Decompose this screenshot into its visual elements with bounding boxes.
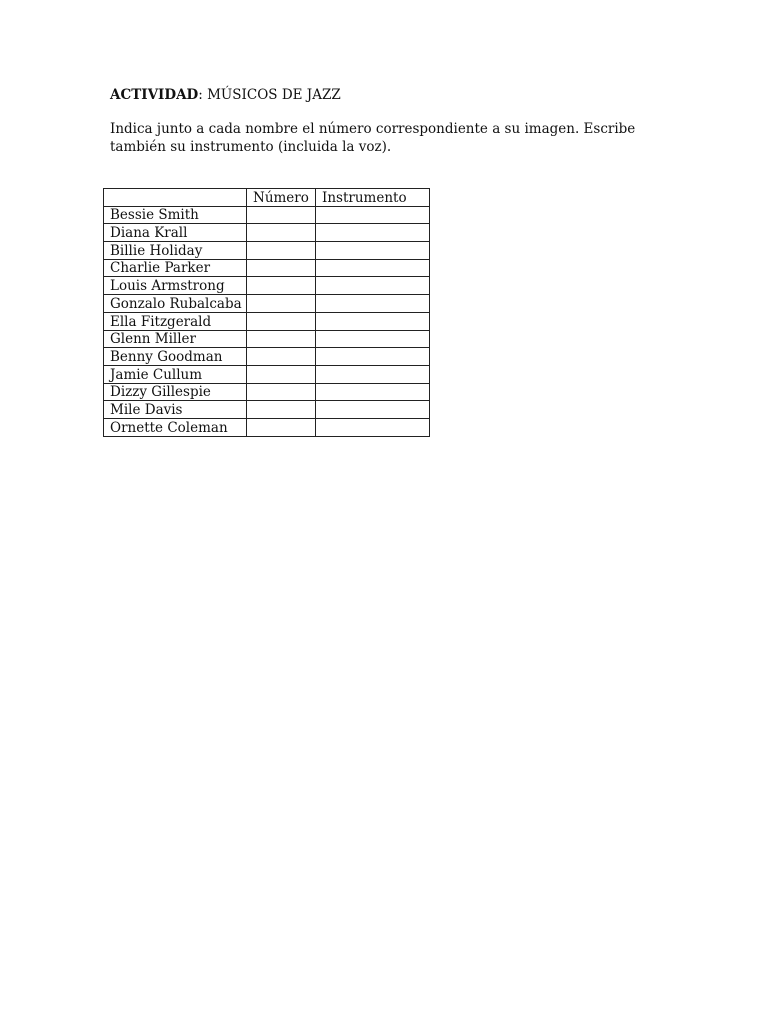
numero-cell[interactable] bbox=[247, 224, 316, 242]
musician-name-cell: Charlie Parker bbox=[104, 259, 247, 277]
musician-name-cell: Ella Fitzgerald bbox=[104, 312, 247, 330]
table-row bbox=[104, 401, 430, 419]
instrumento-cell[interactable] bbox=[316, 242, 430, 260]
instrumento-cell[interactable] bbox=[316, 401, 430, 419]
musician-name-cell: Dizzy Gillespie bbox=[104, 383, 247, 401]
instruction-line-2: también su instrumento (incluida la voz). bbox=[110, 138, 392, 155]
instrumento-cell[interactable] bbox=[316, 312, 430, 330]
numero-cell[interactable] bbox=[247, 383, 316, 401]
header-cell-instrumento: Instrumento bbox=[316, 189, 430, 207]
table-header-row bbox=[104, 189, 430, 207]
instrumento-cell[interactable] bbox=[316, 330, 430, 348]
musician-name-cell: Billie Holiday bbox=[104, 242, 247, 260]
title-rest: : MÚSICOS DE JAZZ bbox=[198, 87, 341, 103]
table-row bbox=[104, 242, 430, 260]
table-row bbox=[104, 295, 430, 313]
page-title bbox=[110, 86, 341, 104]
numero-cell[interactable] bbox=[247, 348, 316, 366]
instructions-paragraph bbox=[110, 121, 650, 156]
musicians-table bbox=[103, 188, 430, 437]
numero-cell[interactable] bbox=[247, 418, 316, 436]
instrumento-cell[interactable] bbox=[316, 348, 430, 366]
instrumento-cell[interactable] bbox=[316, 206, 430, 224]
header-cell-name bbox=[104, 189, 247, 207]
table-row bbox=[104, 312, 430, 330]
numero-cell[interactable] bbox=[247, 295, 316, 313]
table-row bbox=[104, 418, 430, 436]
table-row bbox=[104, 383, 430, 401]
musician-name-cell: Diana Krall bbox=[104, 224, 247, 242]
instrumento-cell[interactable] bbox=[316, 277, 430, 295]
musician-name-cell: Bessie Smith bbox=[104, 206, 247, 224]
instrumento-cell[interactable] bbox=[316, 224, 430, 242]
instruction-line-1: Indica junto a cada nombre el número correspondiente a su imagen. Escribe bbox=[110, 121, 636, 137]
musician-name-cell: Benny Goodman bbox=[104, 348, 247, 366]
table-row bbox=[104, 365, 430, 383]
table-row bbox=[104, 348, 430, 366]
musician-name-cell: Jamie Cullum bbox=[104, 365, 247, 383]
instrumento-cell[interactable] bbox=[316, 259, 430, 277]
musician-name-cell: Gonzalo Rubalcaba bbox=[104, 295, 247, 313]
musician-name-cell: Ornette Coleman bbox=[104, 418, 247, 436]
numero-cell[interactable] bbox=[247, 242, 316, 260]
instrumento-cell[interactable] bbox=[316, 418, 430, 436]
table-row bbox=[104, 224, 430, 242]
musician-name-cell: Mile Davis bbox=[104, 401, 247, 419]
table-row bbox=[104, 206, 430, 224]
numero-cell[interactable] bbox=[247, 312, 316, 330]
instrumento-cell[interactable] bbox=[316, 383, 430, 401]
table-row bbox=[104, 259, 430, 277]
header-cell-numero: Número bbox=[247, 189, 316, 207]
numero-cell[interactable] bbox=[247, 365, 316, 383]
numero-cell[interactable] bbox=[247, 277, 316, 295]
table-row bbox=[104, 330, 430, 348]
musician-name-cell: Glenn Miller bbox=[104, 330, 247, 348]
numero-cell[interactable] bbox=[247, 401, 316, 419]
instrumento-cell[interactable] bbox=[316, 365, 430, 383]
numero-cell[interactable] bbox=[247, 206, 316, 224]
musician-name-cell: Louis Armstrong bbox=[104, 277, 247, 295]
title-bold: ACTIVIDAD bbox=[110, 87, 199, 103]
numero-cell[interactable] bbox=[247, 259, 316, 277]
table-row bbox=[104, 277, 430, 295]
instrumento-cell[interactable] bbox=[316, 295, 430, 313]
numero-cell[interactable] bbox=[247, 330, 316, 348]
